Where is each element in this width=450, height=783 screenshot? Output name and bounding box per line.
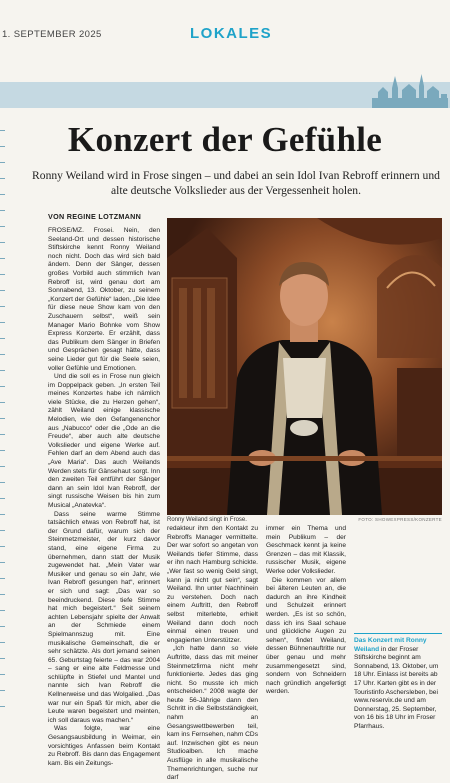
byline: VON REGINE LOTZMANN (48, 212, 142, 221)
article-column-3 (266, 525, 346, 735)
article-headline: Konzert der Gefühle (67, 120, 383, 159)
event-info-box (354, 633, 442, 732)
article-subheadline: Ronny Weiland wird in Frose singen – und dabei an sein Idol Ivan Rebroff erinnern und alte deutsche Volkslieder aus der Vergessenheit holen. (32, 169, 440, 197)
info-lead: Das Konzert mit Ronny Weiland (354, 637, 427, 653)
info-text: in der Froser Stiftskirche beginnt am Sonnabend, 13. Oktober, um 18 Uhr. Einlass ist bereits ab 17 Uhr. Karten gibt es in der Touristinfo Aschersleben, bei www.reservix.de und am Donnerstag, 25. September, von 16 bis 18 Uhr im Froser Pfarrhaus. (354, 645, 439, 730)
page-header (0, 0, 450, 52)
article-photo (167, 218, 442, 515)
paragraph: Und die soll es in Frose nun gleich im Doppelpack geben. „In ersten Teil meines Konzertes habe ich nämlich viele Stücke, die zu Herzen gehen“, zählt Weiland einige klassische Melodien, wie den Gefangenenchor aus „Nabucco“ oder die „Ode an die Freude“, aber auch alte deutsche Volkslieder und eigene Werke auf. Fehlen darf an dem Abend auch das „Ave Maria“. Das auch Weilands Werden stets für Gänsehaut sorgt. Inn den zweiten Teil entführt der Sänger dann an sein Idol Ivan Rebroff, der singt russische Weisen bis hin zum Musical „Anatevka“. (48, 373, 160, 509)
paragraph: Die kommen vor allem bei älteren Leuten an, die dadurch an ihre Kindheit und Schulzeit erinnert werden. „Es ist so schön, dass ich ins Saal schaue und glückliche Augen zu sehen“, findet Weiland, dessen Bühnenauftritte nur über genau und mehr zusammengesetzt sind, sondern von Schneidern nach gründlich angefertigt werden. (266, 576, 346, 696)
left-edge-rule (0, 130, 6, 730)
paragraph: immer ein Thema und mein Publikum – der Geschmack kennt ja keine Grenzen – das mit Klassik, russischer Musik, eigene Werke oder Volkslieder. (266, 525, 346, 575)
paragraph: redakteur ihm den Kontakt zu Rebroffs Manager vermittelte. Der war sofort so angetan von Weilands tiefer Stimme, dass er ihn nach Hamburg schickte. „Wer fast so wenig Geld singt, kann ja nicht gut sein“, sagt Weiland. Ihn unter Nachhinein zu verstehen. Doch nach einem Auftritt, den Rebroff selbst miterlebte, erhielt Weiland dann doch noch einmal einen treuen und engagierten Unterstützer. (167, 525, 258, 644)
photo-credit: FOTO: SHOWEXPRESS/KONZERTE (358, 517, 442, 522)
paragraph: „Ich hatte dann so viele Auftritte, dass das mit meiner Steinmetzfirma nicht mehr funktionierte. Jedes das ging nicht. So musste ich mich entscheiden.“ 2008 wagte der heute 56-Jährige dann den Schritt in die Selbstständigkeit, nahm an Gesangswettbewerben teil, kam ins Fernsehen, nahm CDs auf. Inzwischen gibt es neun Studioalben. Ich mache Ausflüge in alle musikalische Themenrichtungen, suche nur darf (167, 645, 258, 782)
photo-caption: Ronny Weiland singt in Frose. (167, 517, 247, 523)
article-column-1 (48, 227, 160, 767)
section-title: LOKALES (190, 25, 273, 42)
paragraph: FROSE/MZ. Frosei. Nein, den Seeland-Ort und dessen historische Stiftskirche kennt Ronny Weiland noch nicht. Doch das wird sich bald ändern. Denn der Sänger, dessen großes Vorbild auch stimmlich Ivan Rebroff ist, wird genau dort am Sonnabend, 13. Oktober, zu seinem „Konzert der Gefühle“ laden. „Die Idee für diese neue Show kam von den Zuschauern selbst“, weiß sein Manager Mario Bohnke vom Show Express Konzerte. Er erzählt, dass das Publikum dem Sänger in Briefen und Gesprächen gesagt hätte, dass seine Lieder gut für die Seele seien, voller Gefühle und Emotionen. (48, 227, 160, 372)
paragraph: Was folgte, war eine Gesangsausbildung in Weimar, ein vorsichtiges Anfassen beim Kontakt zu Rebroff. Bis dann das Engagement kam. Bis ein Zeitungs- (48, 725, 160, 767)
town-skyline-icon (372, 72, 448, 108)
issue-date: 1. SEPTEMBER 2025 (2, 29, 102, 40)
paragraph: Dass seine warme Stimme tatsächlich etwas von Rebroff hat, ist der Grund dafür, warum sich der Steinmetzmeister, der kurz davor stand, eine eigene Firma zu übernehmen, dann statt der Musik zugewendet hat. „Mein Vater war Musiker und genau so ein Jahr, wie Ivan Rebroff gesungen hat“, erinnert er sich und sagt: „Das war so beeindruckend. Diese tiefe Stimme hat mich begeistert.“ Seit seinem achten Lebensjahr spielte der Anwalt an der Schmiede einem Spielmannszug mit. Eine musikalische Gemeinschaft, die er sehr schätzte. Als dort jemand seinen 65. Geburtstag feierte – das war 2004 – sang er eine alte Feldmesse und schlüpfte in Stiefel und Mantel und nannte sich Ivan Rebroff die Kellnerweise und das Wolgalied. „Das war nur ein Spaß für mich, aber die Leute waren begeistert und meinten, ich soll daraus was machen.“ (48, 510, 160, 724)
article-column-2 (167, 525, 258, 782)
